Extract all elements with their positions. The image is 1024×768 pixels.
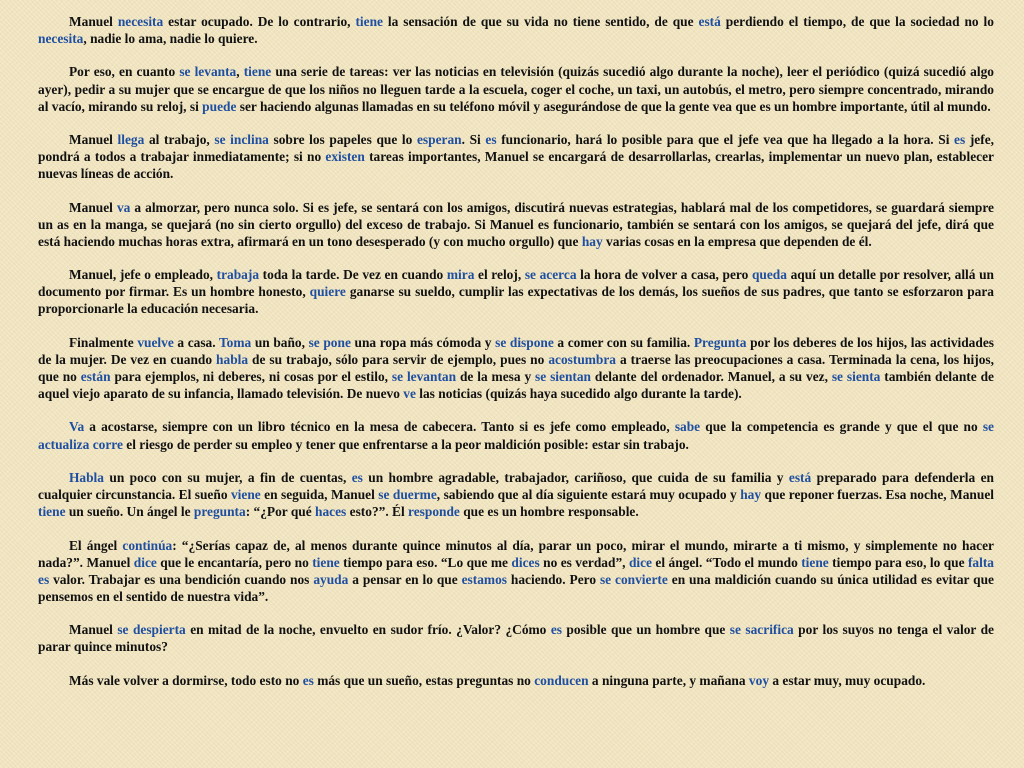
highlighted-verb: tiene bbox=[312, 554, 340, 570]
highlighted-verb: se levanta bbox=[179, 64, 237, 80]
highlighted-verb: tiene bbox=[243, 64, 272, 80]
text-run: que la competencia es grande y que el que no bbox=[700, 419, 983, 435]
text-run: Finalmente bbox=[69, 334, 138, 350]
highlighted-verb: se sientan bbox=[535, 368, 592, 384]
text-run: toda la tarde. De vez en cuando bbox=[259, 267, 447, 283]
text-run: preparado para defenderla en cualquier circunstancia. El sueño bbox=[38, 469, 995, 503]
highlighted-verb: corre bbox=[92, 436, 123, 452]
text-run: un hombre agradable, trabajador, cariñoso, que cuida de su familia y bbox=[362, 469, 789, 485]
highlighted-verb: tiene bbox=[801, 554, 829, 570]
text-run: posible que un hombre que bbox=[561, 622, 730, 638]
text-run: de la mesa y bbox=[456, 368, 536, 384]
text-run: un sueño. Un ángel le bbox=[65, 504, 194, 520]
text-run: de su trabajo, sólo para servir de ejemplo, pues no bbox=[248, 351, 549, 367]
highlighted-verb: necesita bbox=[117, 14, 164, 29]
highlighted-verb: Va bbox=[69, 419, 85, 435]
paragraph-5 bbox=[38, 266, 994, 317]
highlighted-verb: conducen bbox=[534, 672, 589, 688]
text-run: : “¿Por qué bbox=[245, 504, 316, 520]
text-run: valor. Trabajar es una bendición cuando nos bbox=[49, 571, 314, 587]
text-run: estar ocupado. De lo contrario, bbox=[163, 14, 356, 29]
text-run: que le encantaría, pero no bbox=[156, 554, 313, 570]
text-run: tiempo para eso, lo que bbox=[828, 554, 968, 570]
highlighted-verb: responde bbox=[408, 504, 460, 520]
text-run: a acostarse, siempre con un libro técnico en la mesa de cabecera. Tanto si es jefe como empleado, bbox=[84, 419, 675, 435]
text-run: , sabiendo que al día siguiente estará muy ocupado y bbox=[436, 487, 741, 503]
text-run: en una maldición cuando su única utilidad es evitar que pensemos en el sentido de nuestra vida”. bbox=[38, 571, 995, 604]
highlighted-verb: dice bbox=[628, 554, 652, 570]
highlighted-verb: tiene bbox=[38, 504, 66, 520]
highlighted-verb: es bbox=[550, 622, 562, 638]
text-run: tareas importantes, Manuel se encargará de desarrollarlas, crearlas, implementar un nuevo plan, establecer nuevas líneas de acción. bbox=[38, 149, 995, 182]
highlighted-verb: estamos bbox=[461, 571, 507, 587]
text-run: a pensar en lo que bbox=[348, 571, 462, 587]
paragraph-6 bbox=[38, 334, 994, 402]
text-run: al trabajo, bbox=[144, 132, 215, 148]
highlighted-verb: se levantan bbox=[391, 368, 457, 384]
highlighted-verb: se actualiza bbox=[38, 419, 994, 452]
highlighted-verb: Pregunta bbox=[693, 334, 747, 350]
highlighted-verb: acostumbra bbox=[548, 351, 617, 367]
highlighted-verb: mira bbox=[446, 267, 475, 283]
text-run: , bbox=[236, 64, 244, 80]
highlighted-verb: está bbox=[698, 14, 721, 29]
text-run: Manuel bbox=[69, 132, 118, 148]
highlighted-verb: se convierte bbox=[599, 571, 668, 587]
text-run: una ropa más cómoda y bbox=[350, 334, 496, 350]
highlighted-verb: falta bbox=[967, 554, 994, 570]
highlighted-verb: se dispone bbox=[495, 334, 554, 350]
text-run: aquí un detalle por resolver, allá un documento por firmar. Es un hombre honesto, bbox=[38, 267, 994, 300]
text-run: varias cosas en la empresa que dependen de él. bbox=[602, 233, 872, 249]
text-run: Manuel, jefe o empleado, bbox=[69, 267, 217, 283]
highlighted-verb: se inclina bbox=[214, 132, 269, 148]
highlighted-verb: voy bbox=[748, 672, 770, 688]
highlighted-verb: vuelve bbox=[137, 334, 174, 350]
highlighted-verb: es bbox=[954, 132, 966, 148]
text-run: Por eso, en cuanto bbox=[69, 64, 180, 80]
highlighted-verb: tiene bbox=[355, 14, 383, 29]
highlighted-verb: ayuda bbox=[313, 571, 349, 587]
document-body bbox=[38, 13, 994, 689]
highlighted-verb: ve bbox=[403, 386, 416, 402]
text-run: funcionario, hará lo posible para que el jefe vea que ha llegado a la hora. Si bbox=[496, 132, 955, 148]
text-run: un baño, bbox=[251, 334, 309, 350]
highlighted-verb: habla bbox=[216, 351, 249, 367]
text-run: ganarse su sueldo, cumplir las expectativas de los demás, los sueños de sus padres, que tanto se esforzaron para proporcionarle la educación necesaria. bbox=[38, 284, 994, 317]
text-run: Manuel bbox=[69, 14, 118, 29]
highlighted-verb: sabe bbox=[674, 419, 701, 435]
text-run: Manuel bbox=[69, 622, 118, 638]
text-run: por los deberes de los hijos, las actividades de la mujer. De vez en cuando bbox=[38, 334, 994, 367]
paragraph-11 bbox=[38, 672, 994, 689]
paragraph-8 bbox=[38, 469, 994, 520]
highlighted-verb: continúa bbox=[122, 537, 173, 553]
text-run: haciendo. Pero bbox=[506, 571, 600, 587]
text-run: en mitad de la noche, envuelto en sudor frío. ¿Valor? ¿Cómo bbox=[185, 622, 551, 638]
text-run: jefe, pondrá a todos a trabajar inmediatamente; si no bbox=[38, 132, 994, 165]
highlighted-verb: hay bbox=[581, 233, 603, 249]
paragraph-1 bbox=[38, 13, 994, 47]
text-run: : “¿Serías capaz de, al menos durante quince minutos al día, parar un poco, mirar el mundo, mirarte a ti mismo, y simplemente no hacer nada?”. Manuel bbox=[38, 537, 994, 570]
highlighted-verb: dice bbox=[133, 554, 157, 570]
text-run: un poco con su mujer, a fin de cuentas, bbox=[103, 469, 352, 485]
highlighted-verb: es bbox=[351, 469, 363, 485]
highlighted-verb: haces bbox=[315, 504, 347, 520]
highlighted-verb: se despierta bbox=[117, 622, 186, 638]
text-run: la hora de volver a casa, pero bbox=[576, 267, 752, 283]
text-run: una serie de tareas: ver las noticias en televisión (quizás sucedió algo durante la noche), leer el periódico (quizá sucedió algo ayer), pedir a su mujer que se encargue de que los niños no lleguen tarde a la escuela, coger el coche, un taxi, un autobús, el metro, pero siempre concentrado, mirando al vacío, mirando su reloj, si bbox=[38, 64, 994, 114]
text-run: . Si bbox=[461, 132, 486, 148]
text-run: ser haciendo algunas llamadas en su teléfono móvil y asegurándose de que la gente vea que es un hombre importante, útil al mundo. bbox=[236, 98, 991, 114]
highlighted-verb: se sienta bbox=[831, 368, 881, 384]
paragraph-9 bbox=[38, 537, 994, 605]
highlighted-verb: necesita bbox=[38, 31, 84, 47]
text-run: en seguida, Manuel bbox=[260, 487, 379, 503]
paragraph-10 bbox=[38, 621, 994, 655]
text-run: a almorzar, pero nunca solo. Si es jefe, se sentará con los amigos, discutirá nuevas estrategias, hablará mal de los competidores, se guardará siempre un as en la manga, se quejará (no sin cierto orgullo) del exceso de trabajo. Si Manuel es funcionario, también se sentará con los amigos, se quejará del jefe, dirá que está haciendo muchas horas extra, afirmará en un tono desesperado (y con mucho orgullo) que bbox=[38, 199, 994, 249]
text-run: el riesgo de perder su empleo y tener que enfrentarse a la peor maldición posible: estar sin trabajo. bbox=[122, 436, 689, 452]
highlighted-verb: existen bbox=[325, 149, 365, 165]
highlighted-verb: Habla bbox=[69, 469, 104, 485]
text-run: que reponer fuerzas. Esa noche, Manuel bbox=[761, 487, 994, 503]
highlighted-verb: queda bbox=[751, 267, 787, 283]
highlighted-verb: viene bbox=[230, 487, 261, 503]
text-run: a traerse las preocupaciones a casa. Terminada la cena, los hijos, que no bbox=[38, 351, 994, 384]
text-run: por los suyos no tenga el valor de parar quince minutos? bbox=[38, 622, 994, 655]
text-run: a ninguna parte, y mañana bbox=[588, 672, 749, 688]
highlighted-verb: es bbox=[302, 672, 314, 688]
text-run: tiempo para eso. “Lo que me bbox=[339, 554, 512, 570]
text-run: El ángel bbox=[69, 537, 123, 553]
text-run: para ejemplos, ni deberes, ni cosas por el estilo, bbox=[110, 368, 392, 384]
highlighted-verb: pregunta bbox=[193, 504, 246, 520]
highlighted-verb: se duerme bbox=[378, 487, 437, 503]
highlighted-verb: es bbox=[485, 132, 497, 148]
highlighted-verb: se pone bbox=[308, 334, 351, 350]
highlighted-verb: hay bbox=[740, 487, 762, 503]
highlighted-verb: dices bbox=[511, 554, 540, 570]
highlighted-verb: puede bbox=[202, 98, 237, 114]
highlighted-verb: Toma bbox=[218, 334, 252, 350]
paragraph-7 bbox=[38, 418, 994, 452]
paragraph-3 bbox=[38, 131, 994, 182]
highlighted-verb: trabaja bbox=[216, 267, 260, 283]
highlighted-verb: esperan bbox=[416, 132, 462, 148]
text-run: Más vale volver a dormirse, todo esto no bbox=[69, 672, 303, 688]
text-run: las noticias (quizás haya sucedido algo durante la tarde). bbox=[415, 386, 742, 402]
highlighted-verb: va bbox=[116, 199, 131, 215]
text-run: perdiendo el tiempo, de que la sociedad no lo bbox=[720, 14, 994, 29]
highlighted-verb: está bbox=[788, 469, 812, 485]
text-run: el reloj, bbox=[474, 267, 525, 283]
text-run: que es un hombre responsable. bbox=[459, 504, 639, 520]
text-run: más que un sueño, estas preguntas no bbox=[313, 672, 535, 688]
text-run: también delante de aquel viejo aparato de su infancia, llamado televisión. De nuevo bbox=[38, 368, 994, 402]
text-run: el ángel. “Todo el mundo bbox=[652, 554, 802, 570]
text-run: Manuel bbox=[69, 199, 117, 215]
text-run: la sensación de que su vida no tiene sentido, de que bbox=[382, 14, 699, 29]
text-run: esto?”. Él bbox=[346, 504, 409, 520]
highlighted-verb: se sacrifica bbox=[729, 622, 794, 638]
text-run: delante del ordenador. Manuel, a su vez, bbox=[591, 368, 832, 384]
text-run: a casa. bbox=[173, 334, 219, 350]
text-run: a comer con su familia. bbox=[553, 334, 694, 350]
highlighted-verb: es bbox=[38, 571, 50, 587]
text-run: , nadie lo ama, nadie lo quiere. bbox=[83, 31, 258, 47]
text-run: no es verdad”, bbox=[539, 554, 629, 570]
paragraph-4 bbox=[38, 199, 994, 250]
highlighted-verb: llega bbox=[117, 132, 145, 148]
highlighted-verb: quiere bbox=[309, 284, 346, 300]
text-run: sobre los papeles que lo bbox=[268, 132, 417, 148]
paragraph-2 bbox=[38, 63, 994, 114]
text-run: a estar muy, muy ocupado. bbox=[769, 672, 926, 688]
highlighted-verb: están bbox=[80, 368, 111, 384]
highlighted-verb: se acerca bbox=[524, 267, 577, 283]
